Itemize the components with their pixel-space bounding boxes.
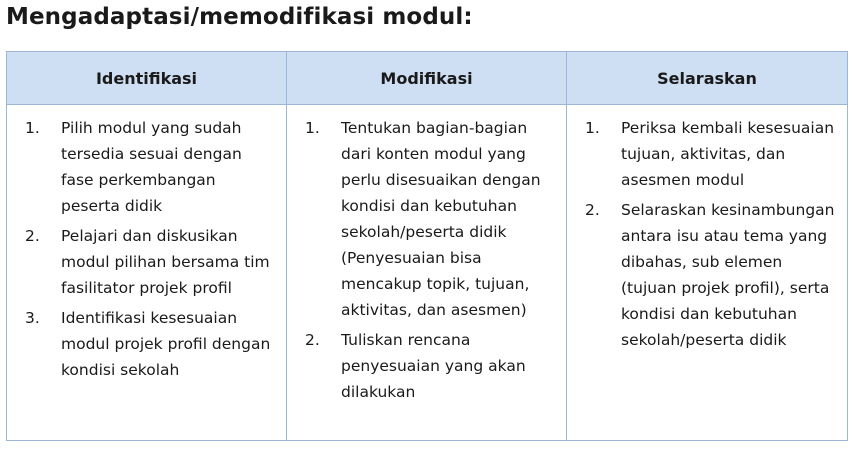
- page-title: Mengadaptasi/memodifikasi modul:: [6, 4, 473, 30]
- step-text: Tentukan bagian-bagian dari konten modul yang perlu disesuaikan dengan kondisi dan kebutuhan sekolah/peserta didik (Penyesuaian bisa mencakup topik, tujuan, aktivitas, dan asesmen): [341, 119, 541, 319]
- step-number: 1.: [305, 119, 320, 137]
- table-body-row: [7, 105, 848, 441]
- step-number: 2.: [25, 227, 40, 245]
- list-item: [305, 327, 556, 405]
- step-text: Periksa kembali kesesuaian tujuan, aktivitas, dan asesmen modul: [621, 119, 835, 189]
- list-item: [25, 115, 276, 219]
- selaraskan-steps: [585, 115, 837, 353]
- step-text: Identifikasi kesesuaian modul projek profil dengan kondisi sekolah: [61, 309, 271, 379]
- module-adaptation-table: [6, 51, 848, 441]
- table-header-row: [7, 52, 848, 105]
- step-number: 2.: [305, 331, 320, 349]
- step-number: 1.: [25, 119, 40, 137]
- list-item: [25, 223, 276, 301]
- header-identifikasi: Identifikasi: [7, 52, 287, 105]
- step-number: 1.: [585, 119, 600, 137]
- identifikasi-cell: [7, 105, 287, 441]
- list-item: [585, 197, 837, 353]
- step-number: 2.: [585, 201, 600, 219]
- step-text: Selaraskan kesinambungan antara isu atau tema yang dibahas, sub elemen (tujuan projek profil), serta kondisi dan kebutuhan sekolah/peserta didik: [621, 201, 835, 349]
- modifikasi-steps: [305, 115, 556, 405]
- step-number: 3.: [25, 309, 40, 327]
- modifikasi-cell: [287, 105, 567, 441]
- selaraskan-cell: [567, 105, 848, 441]
- step-text: Pilih modul yang sudah tersedia sesuai dengan fase perkembangan peserta didik: [61, 119, 242, 215]
- list-item: [585, 115, 837, 193]
- list-item: [25, 305, 276, 383]
- step-text: Tuliskan rencana penyesuaian yang akan dilakukan: [341, 331, 526, 401]
- identifikasi-steps: [25, 115, 276, 383]
- header-modifikasi: Modifikasi: [287, 52, 567, 105]
- step-text: Pelajari dan diskusikan modul pilihan bersama tim fasilitator projek profil: [61, 227, 270, 297]
- list-item: [305, 115, 556, 323]
- header-selaraskan: Selaraskan: [567, 52, 848, 105]
